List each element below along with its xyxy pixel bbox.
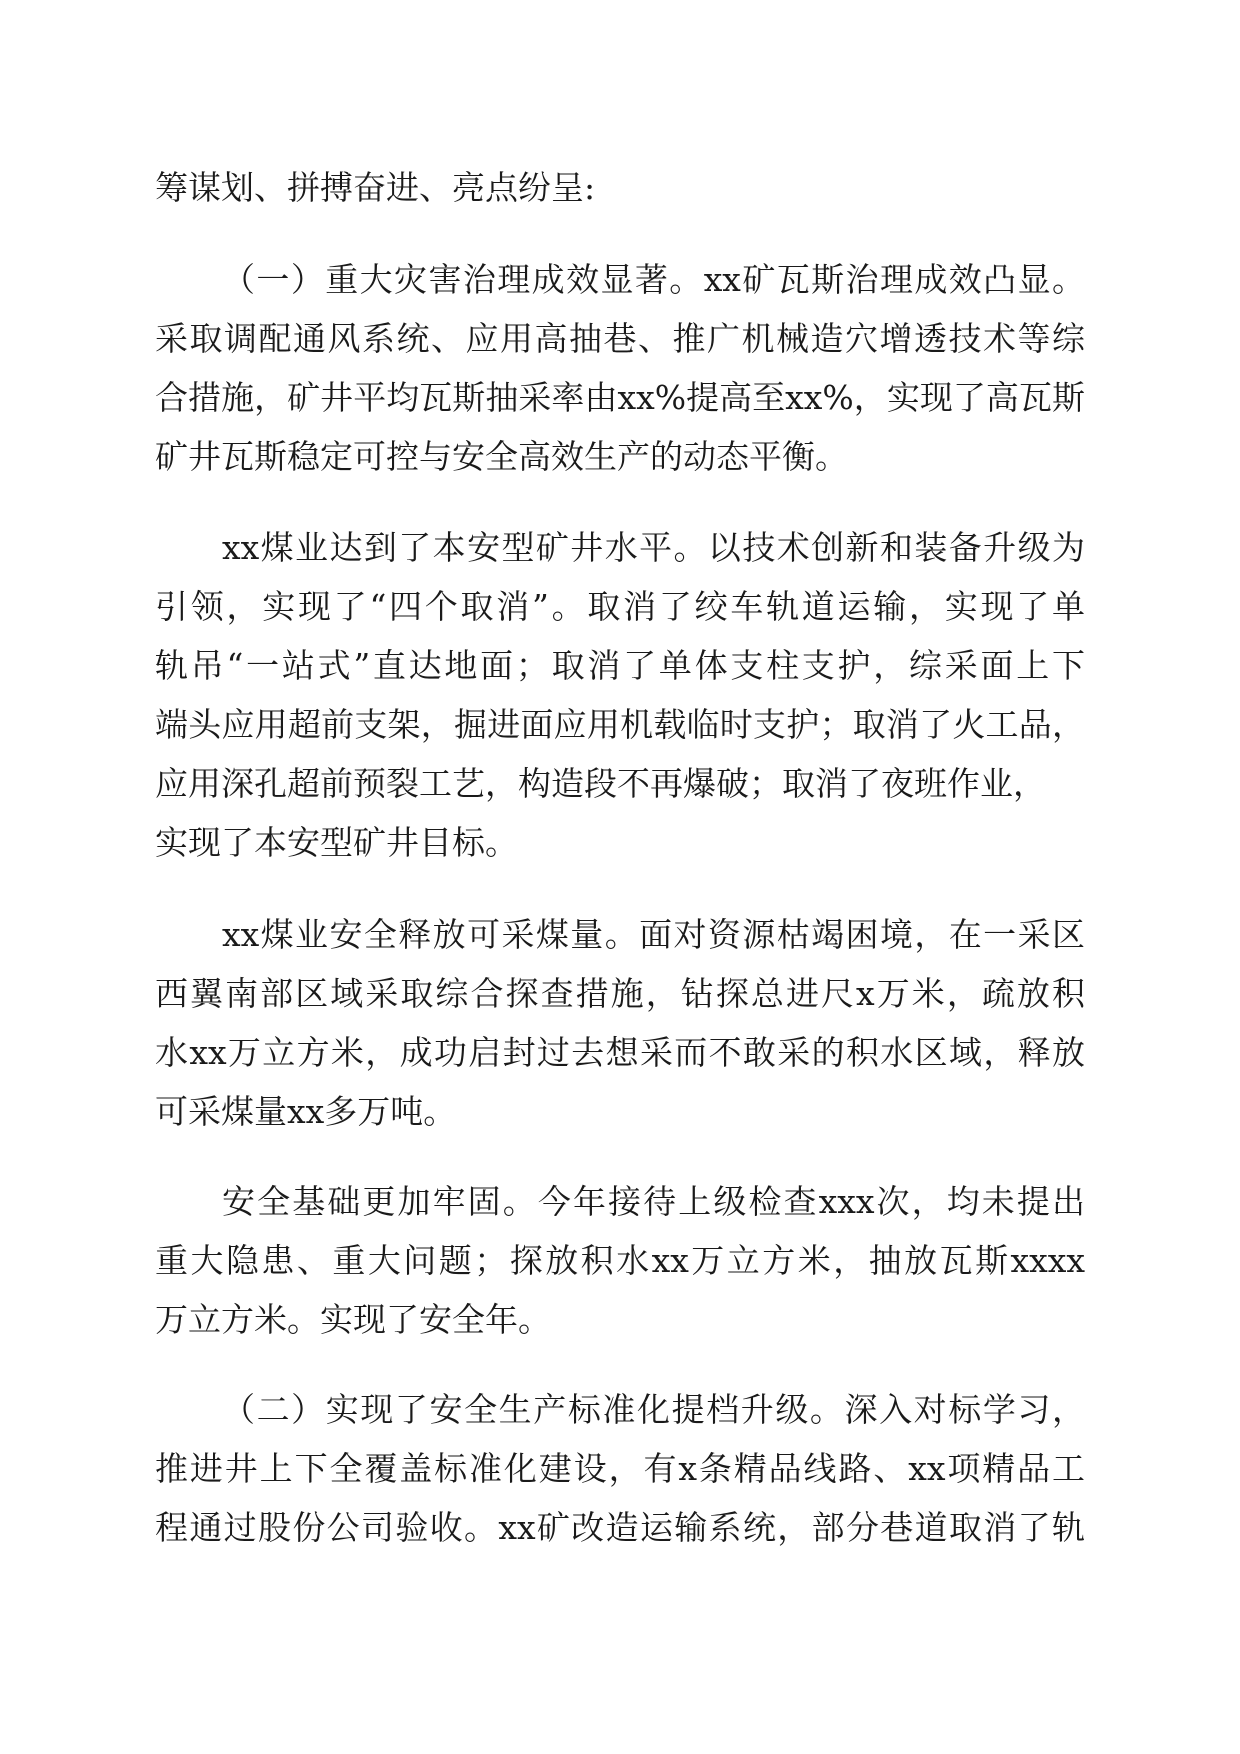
text-line-3: 采取调配通风系统、应用高抽巷、推广机械造穴增透技术等综 <box>155 319 1085 358</box>
text-line-21: 程通过股份公司验收。xx矿改造运输系统，部分巷道取消了轨 <box>155 1508 1085 1547</box>
text-line-7: 引领，实现了“四个取消”。取消了绞车轨道运输，实现了单 <box>155 587 1085 626</box>
text-line-11: 实现了本安型矿井目标。 <box>155 823 518 862</box>
text-line-4: 合措施，矿井平均瓦斯抽采率由xx%提高至xx%，实现了高瓦斯 <box>155 378 1085 417</box>
section-heading-1: （一）重大灾害治理成效显著。xx矿瓦斯治理成效凸显。 <box>222 260 1085 299</box>
paragraph-start-2: xx煤业达到了本安型矿井水平。以技术创新和装备升级为 <box>222 528 1085 567</box>
text-line-20: 推进井上下全覆盖标准化建设，有x条精品线路、xx项精品工 <box>155 1449 1085 1488</box>
paragraph-start-3: xx煤业安全释放可采煤量。面对资源枯竭困境，在一采区 <box>222 915 1085 954</box>
text-line-9: 端头应用超前支架，掘进面应用机载临时支护；取消了火工品， <box>155 705 1085 744</box>
text-line-15: 可采煤量xx多万吨。 <box>155 1092 457 1131</box>
text-line-14: 水xx万立方米，成功启封过去想采而不敢采的积水区域，释放 <box>155 1033 1085 1072</box>
text-line-1: 筹谋划、拼搏奋进、亮点纷呈: <box>155 168 596 207</box>
text-line-13: 西翼南部区域采取综合探查措施，钻探总进尺x万米，疏放积 <box>155 974 1085 1013</box>
text-line-17: 重大隐患、重大问题；探放积水xx万立方米，抽放瓦斯xxxx <box>155 1241 1085 1280</box>
text-line-18: 万立方米。实现了安全年。 <box>155 1300 551 1339</box>
text-line-8: 轨吊“一站式”直达地面；取消了单体支柱支护，综采面上下 <box>155 646 1085 685</box>
section-heading-2: （二）实现了安全生产标准化提档升级。深入对标学习， <box>222 1390 1085 1429</box>
paragraph-start-4: 安全基础更加牢固。今年接待上级检查xxx次，均未提出 <box>222 1182 1085 1221</box>
text-line-10: 应用深孔超前预裂工艺，构造段不再爆破；取消了夜班作业， <box>155 764 1046 803</box>
text-line-5: 矿井瓦斯稳定可控与安全高效生产的动态平衡。 <box>155 437 848 476</box>
